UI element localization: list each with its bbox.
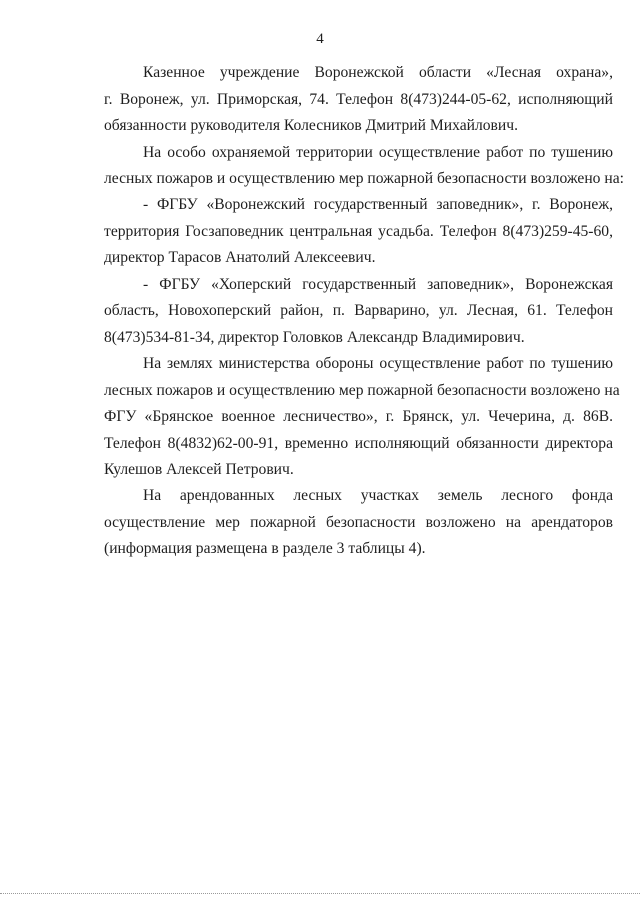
paragraph-6-line-2: осуществление мер пожарной безопасности возложено на арендаторов <box>104 514 613 531</box>
paragraph-5-line-5: Кулешов Алексей Петрович. <box>104 461 294 478</box>
paragraph-5-line-1: На землях министерства обороны осуществление работ по тушению <box>143 355 613 372</box>
paragraph-5-line-2: лесных пожаров и осуществлению мер пожарной безопасности возложено на <box>104 382 620 399</box>
page-bottom-border <box>0 893 640 894</box>
paragraph-6-line-1: На арендованных лесных участках земель лесного фонда <box>143 487 613 504</box>
paragraph-1-line-1: Казенное учреждение Воронежской области «Лесная охрана», <box>143 64 613 81</box>
paragraph-1-line-3: обязанности руководителя Колесников Дмитрий Михайлович. <box>104 117 518 134</box>
paragraph-5-line-3: ФГУ «Брянское военное лесничество», г. Брянск, ул. Чечерина, д. 86В. <box>104 408 613 425</box>
paragraph-4-line-2: область, Новохоперский район, п. Варварино, ул. Лесная, 61. Телефон <box>104 302 613 319</box>
paragraph-3-line-2: территория Госзаповедник центральная усадьба. Телефон 8(473)259-45-60, <box>104 223 613 240</box>
paragraph-3-line-3: директор Тарасов Анатолий Алексеевич. <box>104 249 376 266</box>
paragraph-4-line-1: - ФГБУ «Хоперский государственный заповедник», Воронежская <box>143 276 613 293</box>
paragraph-2-line-2: лесных пожаров и осуществлению мер пожарной безопасности возложено на: <box>104 170 624 187</box>
paragraph-1-line-2: г. Воронеж, ул. Приморская, 74. Телефон 8(473)244-05-62, исполняющий <box>104 91 613 108</box>
paragraph-4-line-3: 8(473)534-81-34, директор Головков Александр Владимирович. <box>104 329 525 346</box>
paragraph-2-line-1: На особо охраняемой территории осуществление работ по тушению <box>143 144 613 161</box>
page-number: 4 <box>316 31 324 47</box>
paragraph-5-line-4: Телефон 8(4832)62-00-91, временно исполняющий обязанности директора <box>104 435 613 452</box>
paragraph-3-line-1: - ФГБУ «Воронежский государственный заповедник», г. Воронеж, <box>143 196 613 213</box>
paragraph-6-line-3: (информация размещена в разделе 3 таблицы 4). <box>104 540 426 557</box>
